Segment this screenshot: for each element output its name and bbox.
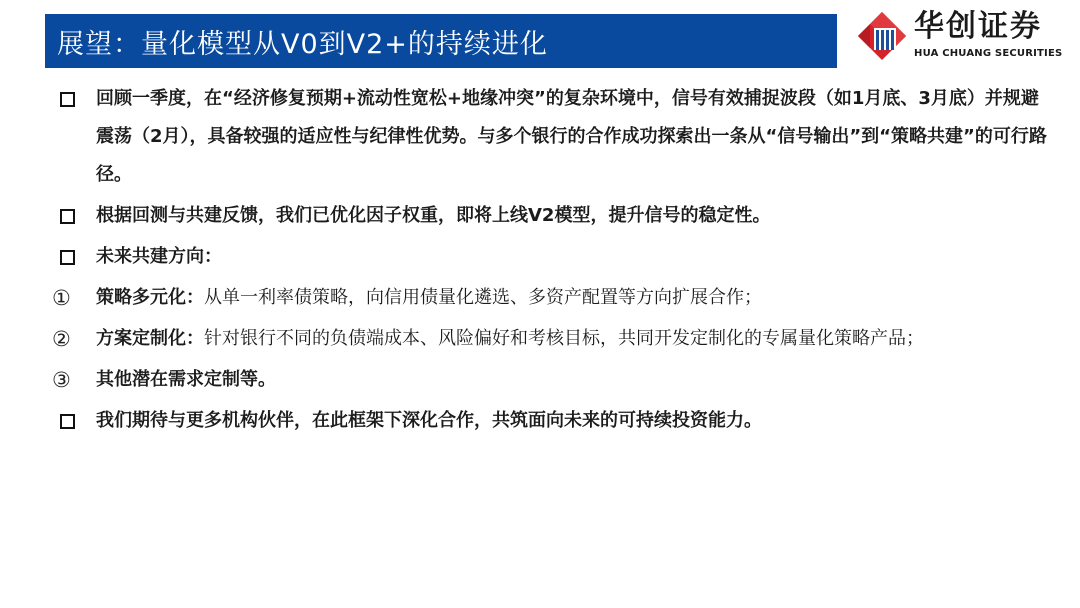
item-text bbox=[96, 320, 1050, 358]
logo-english-name: HUA CHUANG SECURITIES bbox=[914, 48, 1063, 59]
bullet-marker bbox=[50, 197, 96, 235]
bullet-marker bbox=[50, 402, 96, 440]
item-text: 我们期待与更多机构伙伴，在此框架下深化合作，共筑面向未来的可持续投资能力。 bbox=[96, 410, 762, 431]
circled-number: ① bbox=[52, 286, 71, 310]
logo-chinese-name: 华创证券 bbox=[914, 9, 1042, 44]
page-title: 展望：量化模型从V0到V2+的持续进化 bbox=[57, 28, 548, 60]
title-bar bbox=[45, 14, 837, 68]
item-rest: 从单一利率债策略，向信用债量化遴选、多资产配置等方向扩展合作； bbox=[204, 287, 762, 308]
list-item bbox=[50, 197, 1050, 235]
hua-chuang-logo-mark-icon bbox=[856, 10, 908, 62]
bullet-marker bbox=[50, 320, 96, 358]
bullet-marker bbox=[50, 361, 96, 399]
company-logo bbox=[856, 8, 1062, 66]
square-bullet-icon bbox=[60, 209, 75, 224]
square-bullet-icon bbox=[60, 414, 75, 429]
item-text: 根据回测与共建反馈，我们已优化因子权重，即将上线V2模型，提升信号的稳定性。 bbox=[96, 205, 771, 226]
list-item bbox=[50, 80, 1050, 194]
item-text: 未来共建方向： bbox=[96, 246, 222, 267]
content-list bbox=[50, 80, 1050, 443]
square-bullet-icon bbox=[60, 92, 75, 107]
circled-number: ② bbox=[52, 327, 71, 351]
list-item bbox=[50, 402, 1050, 440]
list-item bbox=[50, 238, 1050, 276]
item-text: 回顾一季度，在“经济修复预期+流动性宽松+地缘冲突”的复杂环境中，信号有效捕捉波段（如1月底、3月底）并规避震荡（2月），具备较强的适应性与纪律性优势。与多个银行的合作成功探索出一条从“信号输出”到“策略共建”的可行路径。 bbox=[96, 88, 1047, 185]
square-bullet-icon bbox=[60, 250, 75, 265]
list-item bbox=[50, 279, 1050, 317]
item-rest: 针对银行不同的负债端成本、风险偏好和考核目标，共同开发定制化的专属量化策略产品； bbox=[204, 328, 924, 349]
bullet-marker bbox=[50, 238, 96, 276]
list-item bbox=[50, 320, 1050, 358]
item-text: 其他潜在需求定制等。 bbox=[96, 369, 276, 390]
item-lead: 方案定制化： bbox=[96, 328, 204, 349]
item-text bbox=[96, 279, 1050, 317]
list-item bbox=[50, 361, 1050, 399]
bullet-marker bbox=[50, 80, 96, 118]
item-lead: 策略多元化： bbox=[96, 287, 204, 308]
circled-number: ③ bbox=[52, 368, 71, 392]
bullet-marker bbox=[50, 279, 96, 317]
